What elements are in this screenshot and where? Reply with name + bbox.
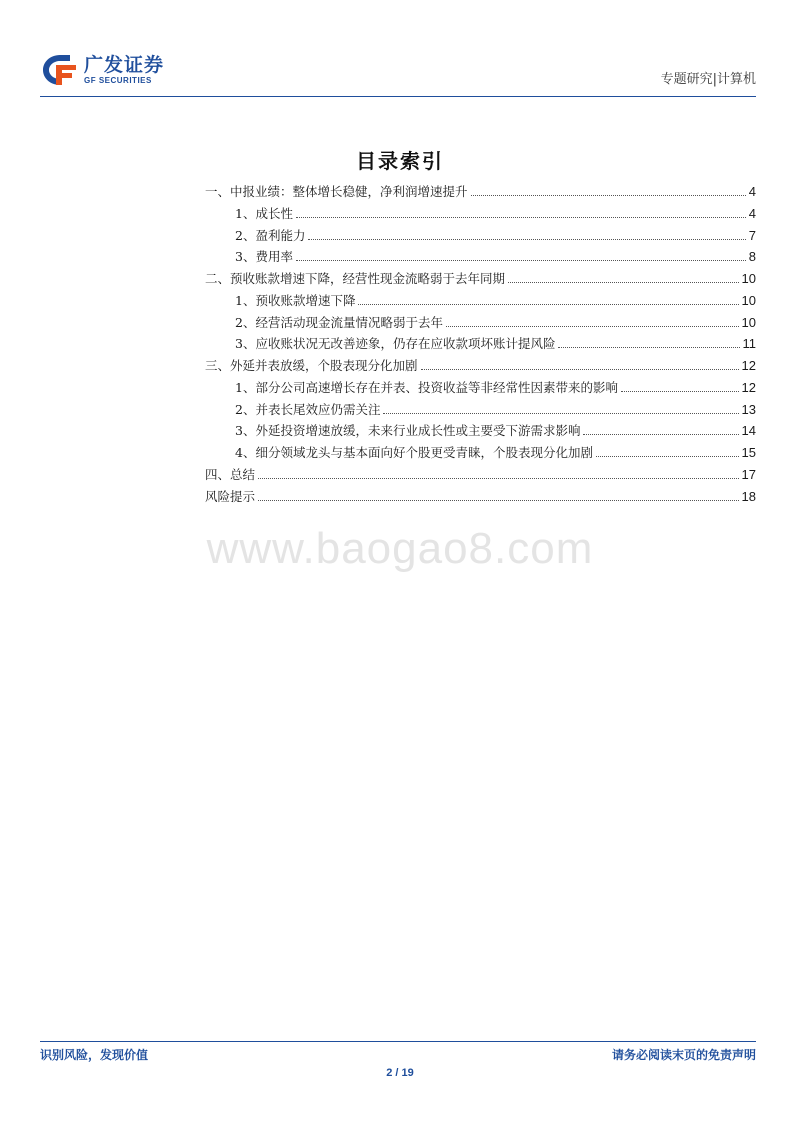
toc-entry[interactable] (205, 247, 756, 269)
toc-leader-dots (258, 500, 739, 501)
toc-entry[interactable] (205, 400, 756, 422)
toc-entry-label: 3、应收账状况无改善迹象，仍存在应收款项坏账计提风险 (235, 336, 556, 352)
toc-entry[interactable] (205, 182, 756, 204)
watermark: www.baogao8.com (206, 524, 594, 573)
toc-entry-label: 一、中报业绩：整体增长稳健，净利润增速提升 (205, 184, 468, 199)
footer-disclaimer-note: 请务必阅读末页的免责声明 (611, 1048, 756, 1062)
toc-leader-dots (471, 195, 746, 196)
toc-entry-page: 13 (741, 401, 756, 417)
header-divider (40, 96, 756, 97)
toc-entry-page: 4 (748, 205, 756, 221)
toc-entry-label: 四、总结 (205, 466, 256, 482)
toc-entry[interactable] (205, 313, 756, 335)
toc-leader-dots (308, 239, 745, 240)
company-logo (40, 52, 164, 88)
toc-leader-dots (258, 478, 739, 479)
toc-entry-page: 10 (741, 271, 756, 286)
toc-entry-page: 4 (748, 184, 756, 199)
toc-entry-label: 3、外延投资增速放缓，未来行业成长性或主要受下游需求影响 (235, 423, 581, 439)
gf-logo-icon (40, 52, 80, 88)
toc-entry-label: 3、费用率 (235, 249, 293, 265)
toc-entry[interactable] (205, 226, 756, 248)
toc-leader-dots (296, 217, 746, 218)
toc-entry[interactable] (205, 204, 756, 226)
toc-entry-page: 8 (748, 249, 756, 265)
toc-entry-page: 17 (741, 466, 756, 482)
toc-entry-label: 风险提示 (205, 488, 256, 504)
toc-entry-page: 12 (741, 358, 756, 373)
toc-entry-label: 2、并表长尾效应仍需关注 (235, 401, 381, 417)
toc-entry[interactable] (205, 269, 756, 291)
page-number: 2 / 19 (386, 1067, 414, 1079)
footer-slogan: 识别风险，发现价值 (40, 1048, 149, 1062)
toc-entry-page: 18 (741, 488, 756, 504)
toc-leader-dots (446, 326, 739, 327)
toc-entry[interactable] (205, 465, 756, 487)
toc-leader-dots (508, 282, 739, 283)
toc-entry[interactable] (205, 443, 756, 465)
toc-entry-page: 10 (741, 314, 756, 330)
toc-entry-label: 三、外延并表放缓，个股表现分化加剧 (205, 358, 418, 373)
toc-entry-page: 15 (741, 445, 756, 460)
toc-entry[interactable] (205, 487, 756, 509)
toc-entry-page: 10 (741, 292, 756, 308)
toc-leader-dots (421, 369, 739, 370)
toc-entry[interactable] (205, 421, 756, 443)
page-header (40, 52, 756, 92)
toc-entry-page: 12 (741, 379, 756, 395)
toc-title: 目录索引 (356, 149, 444, 173)
toc-leader-dots (583, 434, 738, 435)
toc-leader-dots (296, 260, 746, 261)
toc-entry-label: 1、预收账款增速下降 (235, 292, 356, 308)
toc-entry[interactable] (205, 378, 756, 400)
logo-chinese-name: 广发证券 (84, 54, 165, 76)
toc-entry[interactable] (205, 356, 756, 378)
toc-leader-dots (596, 456, 739, 457)
toc-entry-label: 2、经营活动现金流量情况略弱于去年 (235, 314, 443, 330)
toc-entry-label: 4、细分领域龙头与基本面向好个股更受青睐，个股表现分化加剧 (235, 445, 593, 460)
toc-entry-page: 7 (748, 227, 756, 243)
report-category: 专题研究|计算机 (660, 72, 756, 87)
toc-entry[interactable] (205, 334, 756, 356)
toc-entry-label: 2、盈利能力 (235, 227, 306, 243)
toc-entry[interactable] (205, 291, 756, 313)
toc-leader-dots (358, 304, 738, 305)
table-of-contents (205, 182, 756, 508)
toc-entry-page: 14 (741, 423, 756, 439)
toc-entry-label: 1、部分公司高速增长存在并表、投资收益等非经常性因素带来的影响 (235, 379, 618, 395)
toc-entry-label: 二、预收账款增速下降，经营性现金流略弱于去年同期 (205, 271, 506, 286)
footer-divider (40, 1041, 756, 1042)
toc-leader-dots (558, 347, 739, 348)
toc-entry-page: 11 (742, 336, 756, 352)
toc-leader-dots (621, 391, 739, 392)
toc-entry-label: 1、成长性 (235, 205, 293, 221)
logo-english-name: GF SECURITIES (84, 76, 152, 85)
toc-leader-dots (383, 413, 738, 414)
